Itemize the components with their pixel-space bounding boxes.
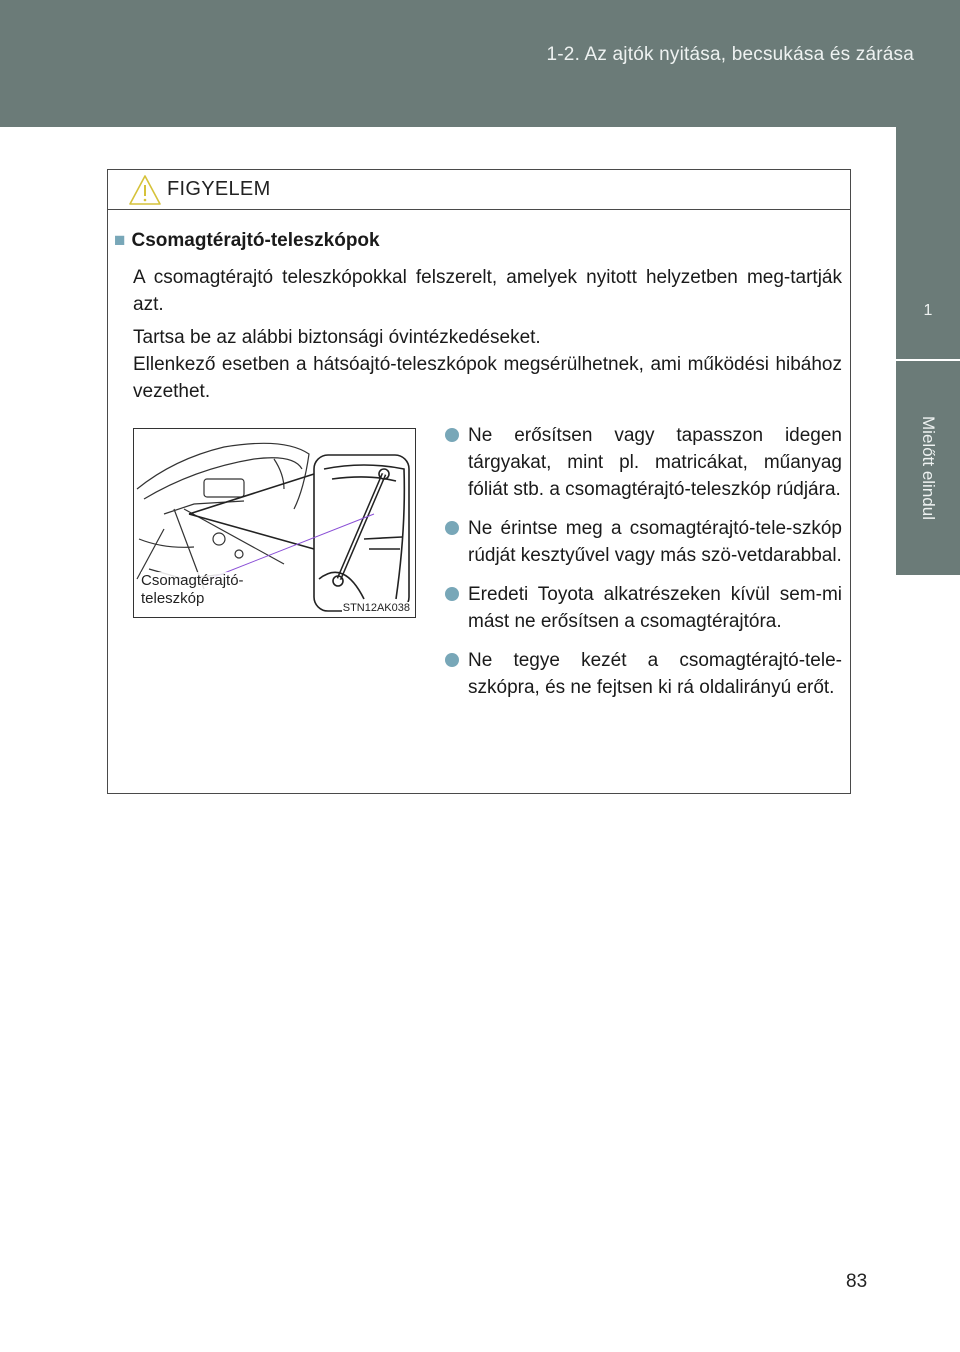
paragraph-precautions xyxy=(133,324,842,405)
figure-label-line-1: Csomagtérajtó- xyxy=(141,572,244,589)
warning-header xyxy=(108,170,850,210)
list-item xyxy=(445,422,842,503)
figure-label-line-2: teleszkóp xyxy=(141,590,205,607)
side-tab-chapter-number xyxy=(896,127,960,359)
warning-box xyxy=(107,169,851,794)
list-item-text: Ne erősítsen vagy tapasszon idegen tárgyakat, mint pl. matricákat, műanyag fóliát stb. a csomagtérajtó-teleszkóp rúdjára. xyxy=(468,425,842,500)
chapter-title: 1-2. Az ajtók nyitása, becsukása és zárása xyxy=(546,44,914,65)
square-bullet-icon: ■ xyxy=(114,230,126,251)
list-item-text: Ne érintse meg a csomagtérajtó-tele-szkóp rúdját kesztyűvel vagy más szö-vetdarabbal. xyxy=(468,518,842,566)
warning-triangle-icon xyxy=(128,174,162,206)
warning-title: FIGYELEM xyxy=(167,178,271,200)
figure-code: STN12AK038 xyxy=(342,602,410,614)
paragraph-intro: A csomagtérajtó teleszkópokkal felszerelt, amelyek nyitott helyzetben meg-tartják azt. xyxy=(133,267,842,315)
paragraph-precautions-line-2: Ellenkező esetben a hátsóajtó-teleszkópok megsérülhetnek, ami működési hibához vezethet. xyxy=(133,354,842,402)
header-bar xyxy=(0,0,960,127)
section-heading-text: Csomagtérajtó-teleszkópok xyxy=(131,230,380,251)
bullet-dot-icon xyxy=(445,587,459,601)
chapter-label: Mielőtt elindul xyxy=(919,416,938,520)
bullet-dot-icon xyxy=(445,428,459,442)
precaution-list xyxy=(445,422,842,713)
paragraph-precautions-line-1: Tartsa be az alábbi biztonsági óvintézkedéseket. xyxy=(133,327,541,348)
figure-label xyxy=(141,572,244,608)
list-item xyxy=(445,647,842,701)
bullet-dot-icon xyxy=(445,653,459,667)
section-heading xyxy=(114,230,380,252)
list-item xyxy=(445,581,842,635)
list-item-text: Eredeti Toyota alkatrészeken kívül sem-mi mást ne erősítsen a csomagtérajtóra. xyxy=(468,584,842,632)
page-number: 83 xyxy=(846,1271,868,1292)
list-item-text: Ne tegye kezét a csomagtérajtó-tele-szkópra, és ne fejtsen ki rá oldalirányú erőt. xyxy=(468,650,842,698)
tailgate-strut-illustration xyxy=(133,428,416,618)
side-tab-chapter-label xyxy=(896,361,960,575)
list-item xyxy=(445,515,842,569)
chapter-number: 1 xyxy=(923,302,933,319)
bullet-dot-icon xyxy=(445,521,459,535)
